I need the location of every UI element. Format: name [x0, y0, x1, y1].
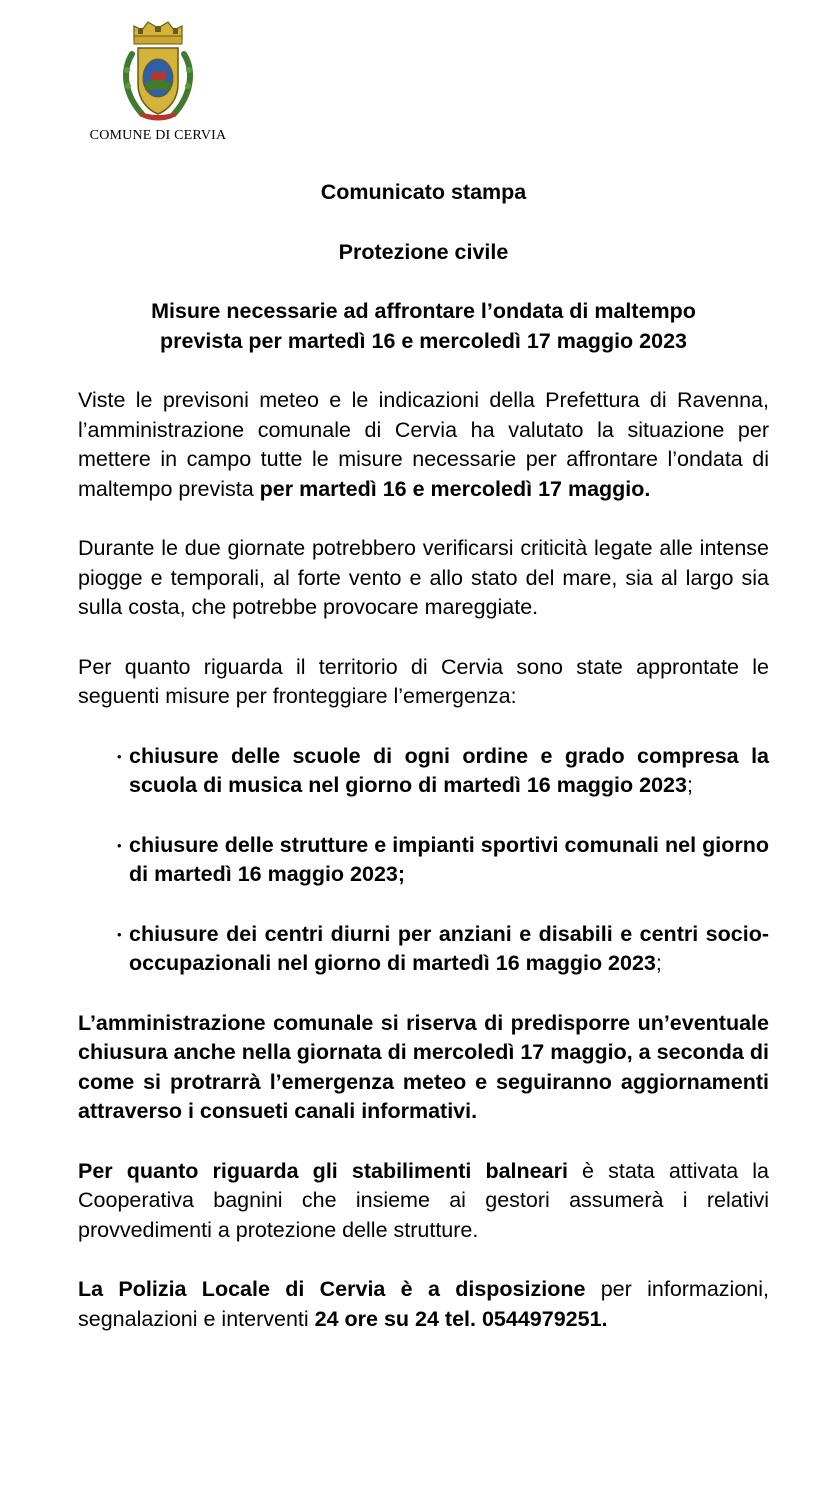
- press-release: [78, 178, 769, 1364]
- paragraph-beaches: [78, 1157, 769, 1246]
- police-lead: La Polizia Locale di Cervia è a disposizione: [78, 1277, 586, 1301]
- paragraph-forecast-text: Viste le previsoni meteo e le indicazioni della Prefettura di Ravenna, l’amministrazione comunale di Cervia ha valutato la situazione per mettere in campo tutte le misure necessarie per affrontare l’ondata di maltempo prevista: [78, 388, 769, 501]
- list-item: [114, 742, 769, 801]
- police-phone: 24 ore su 24 tel. 0544979251.: [314, 1306, 608, 1331]
- paragraph-beaches-lead: Per quanto riguarda gli stabilimenti balneari: [78, 1158, 568, 1183]
- paragraph-measures-intro: Per quanto riguarda il territorio di Cervia sono state approntate le seguenti misure per fronteggiare l’emergenza:: [78, 654, 769, 708]
- bullet: •: [117, 926, 122, 942]
- measure-tail: ;: [655, 951, 662, 975]
- headline-line-2: prevista per martedì 16 e mercoledì 17 maggio 2023: [159, 328, 687, 353]
- paragraph-beaches-text: è stata attivata la Cooperativa bagnini che insieme ai gestori assumerà i relativi provvedimenti a protezione delle strutture.: [78, 1158, 770, 1242]
- paragraph-police-contact: [78, 1275, 769, 1334]
- document-kicker: Comunicato stampa: [320, 180, 527, 204]
- list-item: [114, 831, 769, 890]
- document-section: Protezione civile: [338, 239, 509, 264]
- coat-of-arms-icon: [120, 18, 196, 124]
- measures-list: [78, 742, 769, 979]
- bullet: •: [117, 748, 122, 764]
- measure-text: chiusure delle strutture e impianti sportivi comunali nel giorno di martedì 16 maggio 2023;: [129, 832, 769, 886]
- measure-text: chiusure dei centri diurni per anziani e disabili e centri socio-occupazionali nel giorno di martedì 16 maggio 2023: [129, 921, 769, 975]
- paragraph-possible-closure: L’amministrazione comunale si riserva di predisporre un’eventuale chiusura anche nella giornata di mercoledì 17 maggio, a seconda di come si protrarrà l’emergenza meteo e seguiranno aggiornamenti attraverso i consueti canali informativi.: [78, 1010, 769, 1123]
- paragraph-forecast: [78, 386, 769, 504]
- municipality-name: COMUNE DI CERVIA: [89, 128, 227, 143]
- measure-tail: ;: [686, 773, 693, 797]
- police-text: per informazioni, segnalazioni e interventi: [78, 1277, 769, 1331]
- paragraph-forecast-dates: per martedì 16 e mercoledì 17 maggio.: [259, 476, 651, 501]
- headline-line-1: Misure necessarie ad affrontare l’ondata di maltempo: [151, 299, 696, 323]
- document-headline: [78, 297, 769, 356]
- list-item: [114, 920, 769, 979]
- municipality-logo: [88, 18, 228, 148]
- paragraph-criticality: Durante le due giornate potrebbero verificarsi criticità legate alle intense piogge e temporali, al forte vento e allo stato del mare, sia al largo sia sulla costa, che potrebbe provocare mareggiate.: [78, 536, 769, 619]
- bullet: •: [117, 837, 122, 853]
- measure-text: chiusure delle scuole di ogni ordine e grado compresa la scuola di musica nel giorno di martedì 16 maggio 2023: [129, 743, 769, 797]
